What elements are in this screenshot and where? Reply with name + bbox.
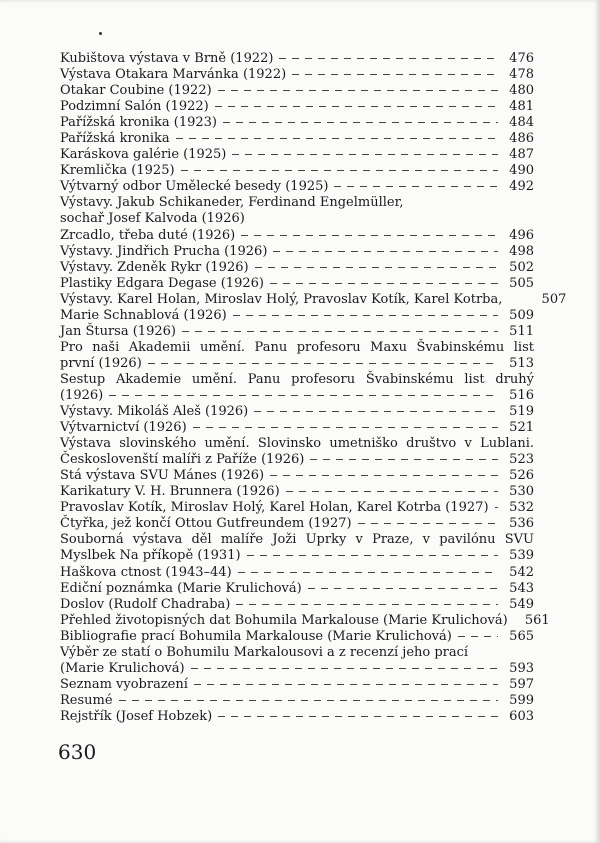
toc-entry	[60, 356, 534, 372]
toc-entry	[60, 51, 534, 67]
toc-entry	[60, 677, 534, 693]
entry-title: Otakar Coubine (1922)	[60, 83, 212, 99]
dash-leader	[292, 74, 498, 75]
entry-title: Přehled životopisných dat Bohumila Markalouse (Marie Krulichová)	[60, 612, 508, 628]
entry-title: Kubištova výstava v Brně (1922)	[60, 51, 274, 66]
entry-page-number: 593	[509, 660, 534, 676]
entry-title: Výtvarnictví (1926)	[60, 420, 187, 436]
toc-entry	[60, 147, 534, 163]
toc-entry	[60, 99, 534, 115]
entry-page-number: 481	[509, 99, 534, 115]
entry-page-number: 507	[541, 291, 567, 307]
dash-leader	[286, 491, 498, 492]
entry-page-number: 565	[509, 628, 534, 644]
toc-entry	[60, 131, 534, 147]
toc-entry	[60, 581, 534, 597]
toc-line: Sestup Akademie umění. Panu profesoru Švabinskému list druhý	[60, 371, 534, 387]
toc-line: sochař Josef Kalvoda (1926)	[60, 211, 245, 227]
toc-entry	[60, 468, 534, 484]
dash-leader	[223, 122, 498, 123]
entry-page-number: 513	[509, 355, 534, 371]
entry-title: Seznam vyobrazení	[60, 676, 188, 692]
toc-entry	[60, 516, 534, 532]
toc-entry	[60, 709, 534, 725]
entry-page-number: 530	[509, 484, 534, 500]
entry-title: Doslov (Rudolf Chadraba)	[60, 596, 231, 612]
entry-page-number: 502	[509, 259, 534, 275]
entry-title: Českoslovenští malíři z Paříže (1926)	[60, 452, 305, 468]
entry-page-number: 490	[509, 163, 534, 179]
entry-page-number: 561	[524, 612, 550, 628]
entry-title: Kremlička (1925)	[60, 163, 175, 179]
dash-leader	[194, 684, 498, 685]
entry-page-number: 597	[509, 676, 534, 692]
toc-entry	[60, 324, 534, 340]
toc-line: Pro naši Akademii umění. Panu profesoru Maxu Švabinskému list	[60, 339, 534, 355]
entry-page-number: 526	[509, 468, 534, 484]
dash-leader	[232, 154, 498, 155]
entry-title: Výstavy. Mikoláš Aleš (1926)	[60, 404, 249, 420]
dash-leader	[148, 363, 498, 364]
entry-title: Jan Štursa (1926)	[60, 323, 176, 339]
entry-page-number: 509	[509, 307, 534, 323]
entry-title: Pařížská kronika	[60, 131, 170, 147]
entry-title: první (1926)	[60, 355, 142, 371]
entry-title: Marie Schnablová (1926)	[60, 307, 227, 323]
dash-leader	[193, 427, 498, 428]
entry-page-number: 496	[509, 227, 534, 243]
toc-entry	[60, 228, 534, 244]
entry-page-number: 505	[509, 275, 534, 291]
entry-title: Karikatury V. H. Brunnera (1926)	[60, 484, 280, 500]
dash-leader	[119, 700, 498, 701]
toc-line: Výstava slovinského umění. Slovinsko umetniško društvo v Lublani.	[60, 436, 534, 452]
entry-title: Ediční poznámka (Marie Krulichová)	[60, 580, 302, 596]
entry-page-number: 484	[509, 115, 534, 131]
entry-title: Výstavy. Zdeněk Rykr (1926)	[60, 259, 249, 275]
toc-entry	[60, 115, 534, 131]
entry-page-number: 511	[509, 323, 534, 339]
entry-title: Myslbek Na příkopě (1931)	[60, 548, 241, 564]
toc-entry	[60, 565, 534, 581]
entry-page-number: 492	[509, 179, 534, 195]
dash-leader	[358, 523, 498, 524]
dash-leader	[458, 636, 498, 637]
dash-leader	[273, 251, 498, 252]
page-number: 630	[58, 740, 97, 764]
toc-entry	[60, 629, 534, 645]
toc-entry	[60, 260, 534, 276]
toc-entry	[60, 276, 534, 292]
toc-entry	[60, 83, 534, 99]
entry-title: Stá výstava SVU Mánes (1926)	[60, 468, 265, 484]
entry-title: Pařížská kronika (1923)	[60, 115, 218, 131]
entry-page-number: 480	[509, 83, 534, 99]
toc-entry	[60, 661, 534, 677]
dash-leader	[233, 315, 498, 316]
entry-title: Zrcadlo, třeba duté (1926)	[60, 227, 236, 243]
dash-leader	[334, 186, 498, 187]
toc-entry	[60, 67, 534, 83]
dash-leader	[176, 138, 498, 139]
entry-page-number: 519	[509, 404, 534, 420]
dash-leader	[270, 283, 498, 284]
entry-title: Podzimní Salón (1922)	[60, 99, 209, 115]
dash-leader	[241, 235, 498, 236]
entry-title: Výstavy. Karel Holan, Miroslav Holý, Pravoslav Kotík, Karel Kotrba,	[60, 291, 503, 307]
dash-leader	[279, 58, 498, 59]
entry-page-number: 603	[509, 708, 534, 724]
dash-leader	[191, 668, 498, 669]
toc-entry	[60, 404, 534, 420]
entry-title: Výtvarný odbor Umělecké besedy (1925)	[60, 179, 329, 195]
dash-leader	[247, 555, 498, 556]
dash-leader	[215, 106, 498, 107]
dash-leader	[182, 331, 498, 332]
toc-entry	[60, 244, 534, 260]
entry-page-number: 521	[509, 420, 534, 436]
toc-entry	[60, 693, 534, 709]
entry-page-number: 498	[509, 243, 534, 259]
dash-leader	[238, 572, 498, 573]
table-of-contents	[60, 51, 567, 725]
entry-title: Haškova ctnost (1943–44)	[60, 564, 232, 580]
toc-entry	[60, 597, 534, 613]
toc-entry	[60, 548, 534, 564]
toc-entry	[60, 484, 534, 500]
entry-page-number: 536	[509, 516, 534, 532]
entry-page-number: 523	[509, 452, 534, 468]
entry-page-number: 599	[509, 692, 534, 708]
entry-page-number: 542	[509, 564, 534, 580]
toc-entry	[60, 612, 550, 629]
toc-entry	[60, 308, 534, 324]
entry-title: (Marie Krulichová)	[60, 660, 185, 676]
entry-page-number: 532	[509, 500, 534, 516]
entry-title: Karáskova galérie (1925)	[60, 147, 227, 163]
entry-title: Rejstřík (Josef Hobzek)	[60, 708, 213, 724]
dash-leader	[255, 267, 498, 268]
dash-leader	[310, 459, 498, 460]
dash-leader	[495, 507, 498, 508]
entry-title: Čtyřka, jež končí Ottou Gutfreundem (1927)	[60, 516, 352, 532]
toc-entry	[60, 291, 567, 308]
entry-title: Bibliografie prací Bohumila Markalouse (Marie Krulichová)	[60, 628, 452, 644]
toc-entry	[60, 500, 534, 516]
entry-title: Pravoslav Kotík, Miroslav Holý, Karel Holan, Karel Kotrba (1927)	[60, 500, 489, 516]
dash-leader	[218, 90, 498, 91]
toc-entry	[60, 452, 534, 468]
ink-speck	[99, 32, 102, 35]
toc-entry	[60, 420, 534, 436]
toc-line: Výběr ze statí o Bohumilu Markalousovi a z recenzí jeho prací	[60, 644, 469, 660]
dash-leader	[109, 395, 498, 396]
dash-leader	[254, 411, 498, 412]
toc-line: Souborná výstava děl malíře Joži Uprky v Praze, v pavilónu SVU	[60, 532, 534, 548]
entry-page-number: 516	[509, 387, 534, 403]
entry-page-number: 478	[509, 67, 534, 83]
toc-entry	[60, 179, 534, 195]
entry-page-number: 549	[509, 596, 534, 612]
dash-leader	[181, 170, 498, 171]
toc-entry	[60, 388, 534, 404]
dash-leader	[236, 604, 498, 605]
entry-page-number: 486	[509, 131, 534, 147]
entry-title: Plastiky Edgara Degase (1926)	[60, 275, 264, 291]
dash-leader	[218, 716, 498, 717]
dash-leader	[270, 475, 498, 476]
entry-title: Resumé	[60, 692, 113, 708]
entry-page-number: 476	[509, 51, 534, 66]
entry-page-number: 543	[509, 580, 534, 596]
entry-page-number: 487	[509, 147, 534, 163]
entry-title: Výstava Otakara Marvánka (1922)	[60, 67, 287, 83]
entry-page-number: 539	[509, 548, 534, 564]
dash-leader	[308, 588, 498, 589]
toc-line: Výstavy. Jakub Schikaneder, Ferdinand Engelmüller,	[60, 195, 404, 211]
toc-entry	[60, 163, 534, 179]
entry-title: Výstavy. Jindřich Prucha (1926)	[60, 243, 268, 259]
entry-title: (1926)	[60, 387, 104, 403]
